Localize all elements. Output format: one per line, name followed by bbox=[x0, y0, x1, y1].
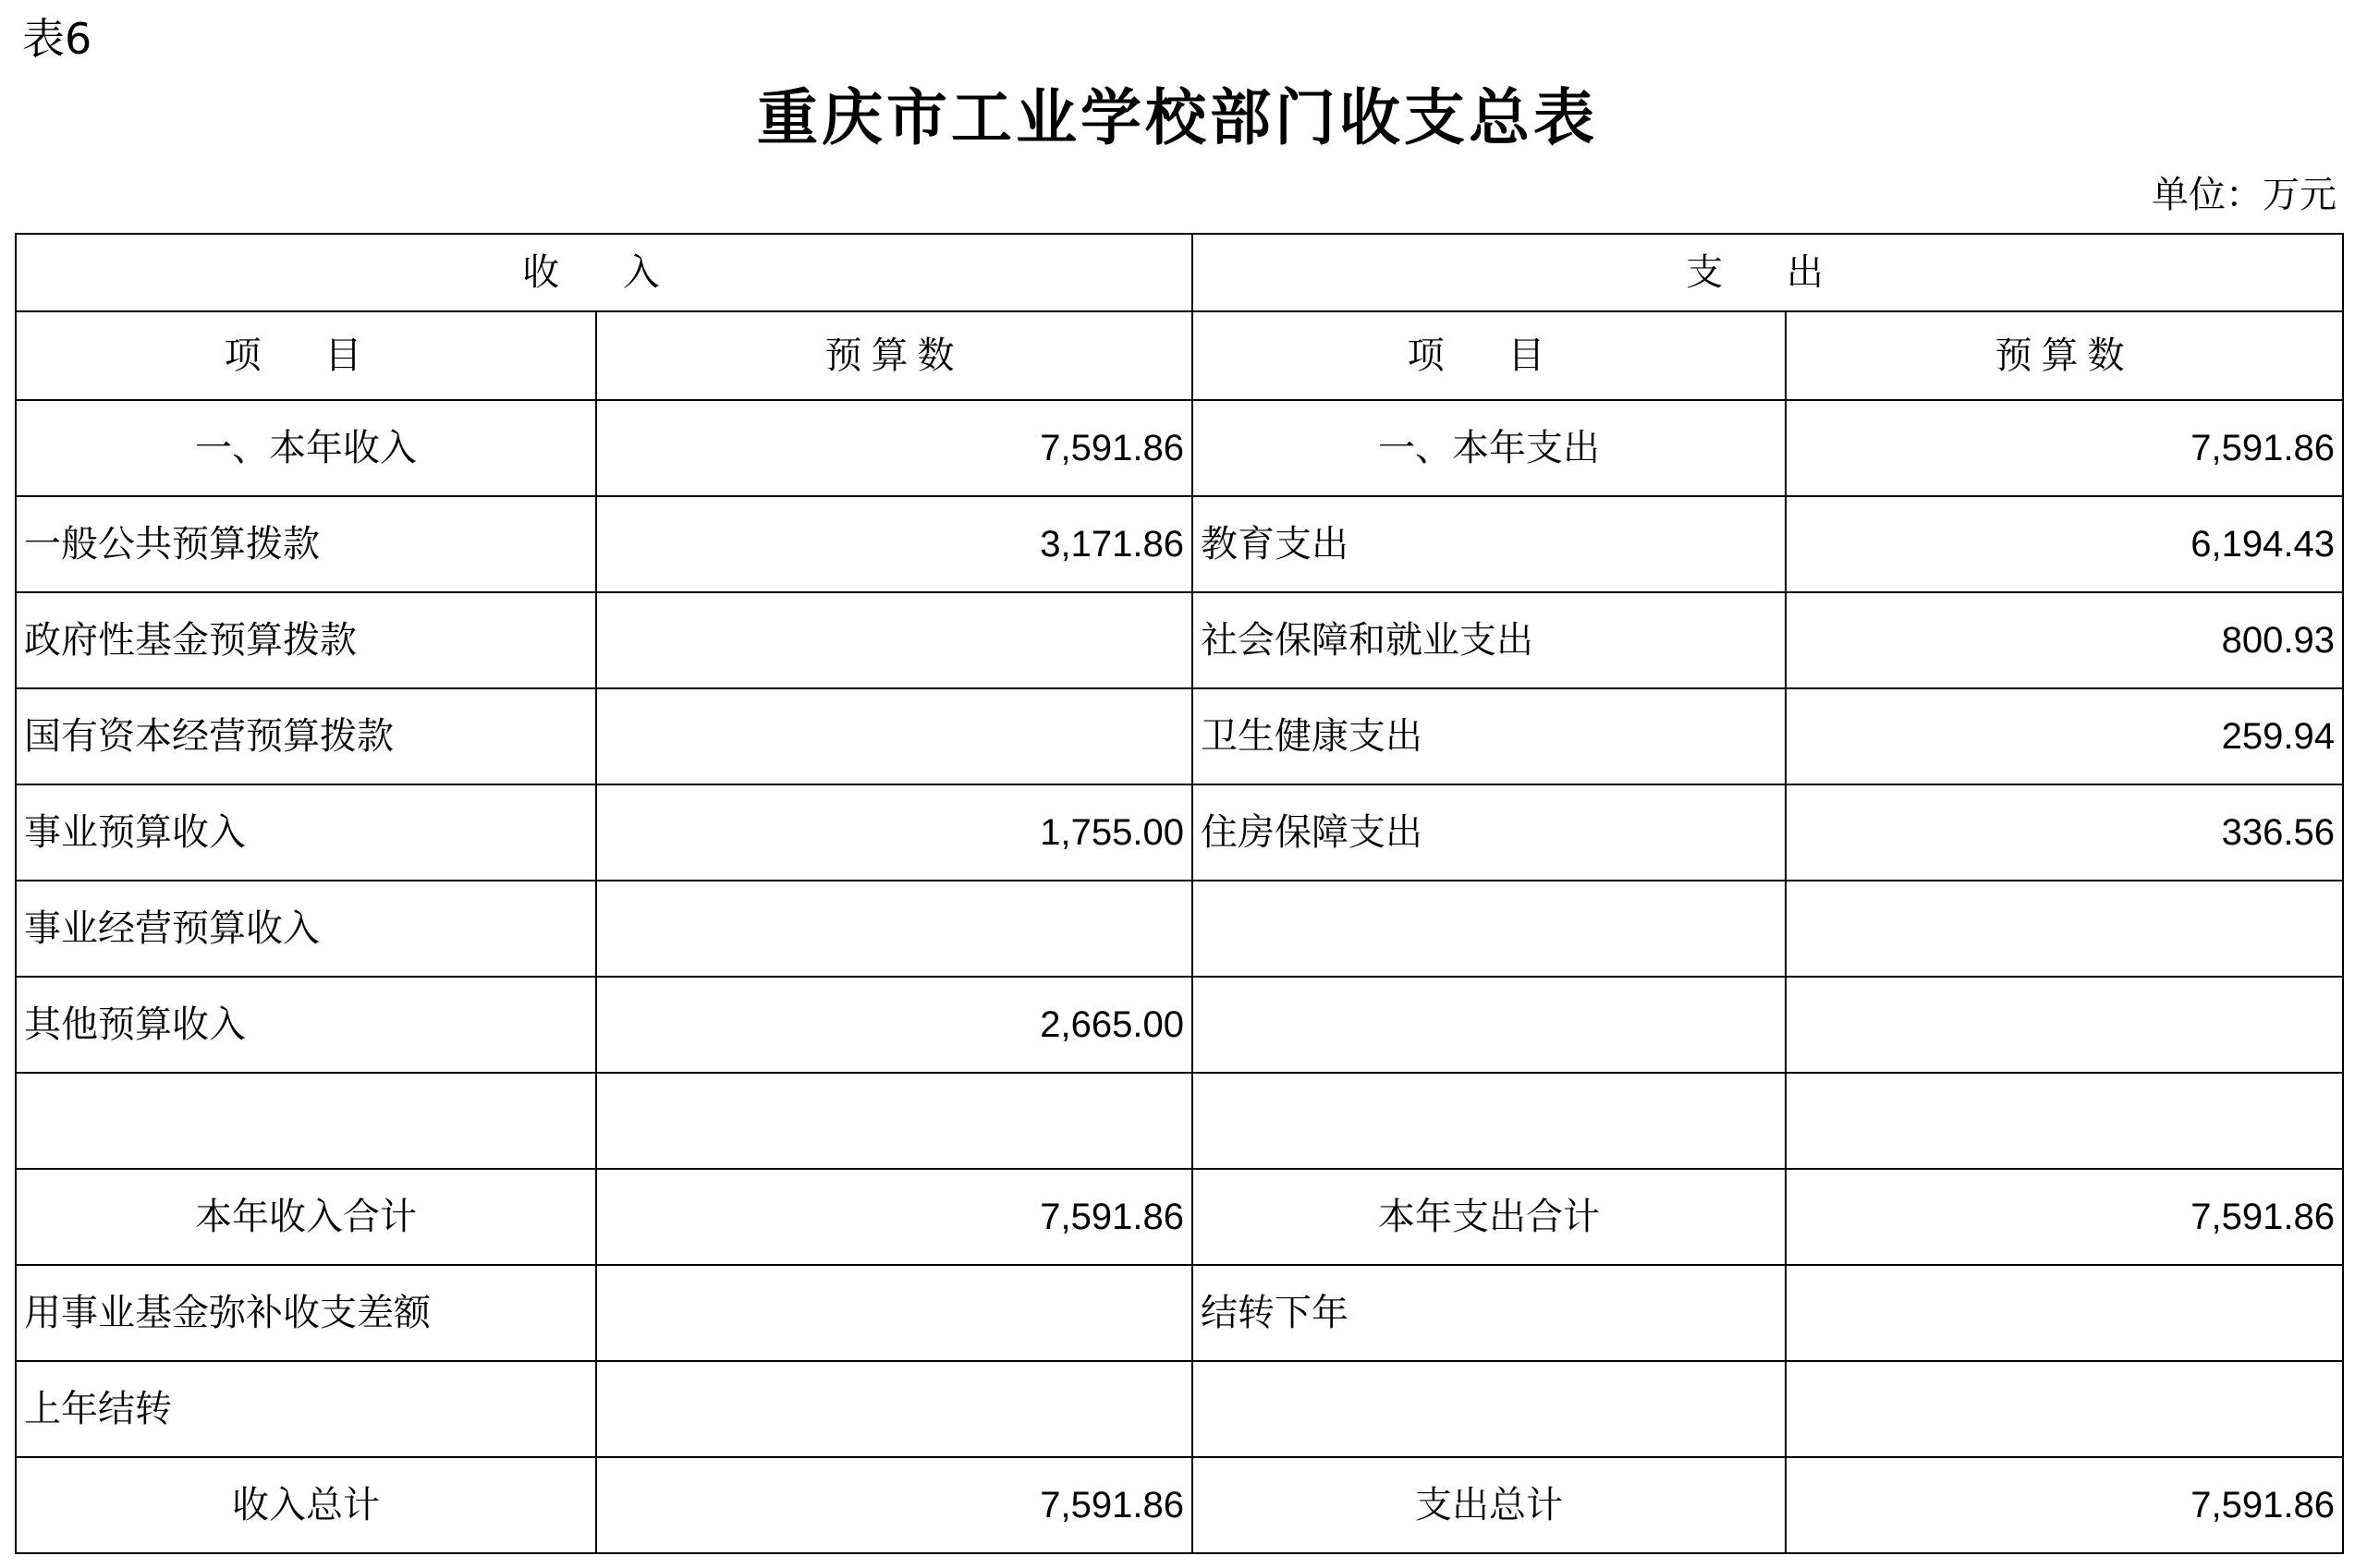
unit-label: 单位：万元 bbox=[2152, 174, 2337, 216]
expense-value-cell: 7,591.86 bbox=[1786, 1169, 2343, 1265]
expense-item-cell bbox=[1192, 1361, 1786, 1457]
income-item-cell: 一、本年收入 bbox=[16, 400, 596, 496]
expense-value-cell bbox=[1786, 1265, 2343, 1361]
table-row bbox=[16, 1169, 2343, 1265]
table-row bbox=[16, 1073, 2343, 1169]
income-value-cell: 2,665.00 bbox=[596, 977, 1192, 1073]
income-item-cell bbox=[16, 1073, 596, 1169]
expense-item-cell bbox=[1192, 1073, 1786, 1169]
income-value-cell bbox=[596, 881, 1192, 977]
expense-item-cell: 结转下年 bbox=[1192, 1265, 1786, 1361]
expense-value-cell bbox=[1786, 1073, 2343, 1169]
income-value-cell bbox=[596, 1073, 1192, 1169]
income-section-header: 收 入 bbox=[16, 234, 1192, 311]
expense-value-cell: 7,591.86 bbox=[1786, 1457, 2343, 1553]
income-value-cell: 7,591.86 bbox=[596, 400, 1192, 496]
expense-item-cell bbox=[1192, 977, 1786, 1073]
expense-item-cell: 住房保障支出 bbox=[1192, 784, 1786, 881]
table-row bbox=[16, 1361, 2343, 1457]
income-item-cell: 上年结转 bbox=[16, 1361, 596, 1457]
income-item-cell: 收入总计 bbox=[16, 1457, 596, 1553]
expense-value-cell bbox=[1786, 977, 2343, 1073]
income-item-cell: 本年收入合计 bbox=[16, 1169, 596, 1265]
column-header-row bbox=[16, 311, 2343, 400]
expense-item-header: 项 目 bbox=[1192, 311, 1786, 400]
expense-item-cell: 教育支出 bbox=[1192, 496, 1786, 592]
expense-item-cell: 卫生健康支出 bbox=[1192, 688, 1786, 784]
income-item-cell: 事业预算收入 bbox=[16, 784, 596, 881]
income-value-cell bbox=[596, 1265, 1192, 1361]
income-item-cell: 用事业基金弥补收支差额 bbox=[16, 1265, 596, 1361]
expense-value-cell: 7,591.86 bbox=[1786, 400, 2343, 496]
expense-item-cell: 支出总计 bbox=[1192, 1457, 1786, 1553]
table-row bbox=[16, 1265, 2343, 1361]
section-header-row bbox=[16, 234, 2343, 311]
budget-summary-table bbox=[15, 233, 2344, 1554]
expense-value-cell: 259.94 bbox=[1786, 688, 2343, 784]
table-row bbox=[16, 977, 2343, 1073]
income-value-cell: 7,591.86 bbox=[596, 1169, 1192, 1265]
expense-value-cell bbox=[1786, 881, 2343, 977]
expense-section-header: 支 出 bbox=[1192, 234, 2343, 311]
income-value-cell bbox=[596, 592, 1192, 688]
expense-value-cell: 800.93 bbox=[1786, 592, 2343, 688]
income-value-cell: 1,755.00 bbox=[596, 784, 1192, 881]
income-item-header: 项 目 bbox=[16, 311, 596, 400]
table-row bbox=[16, 688, 2343, 784]
expense-item-cell: 本年支出合计 bbox=[1192, 1169, 1786, 1265]
table-row bbox=[16, 881, 2343, 977]
income-value-cell bbox=[596, 688, 1192, 784]
income-item-cell: 事业经营预算收入 bbox=[16, 881, 596, 977]
page-title: 重庆市工业学校部门收支总表 bbox=[757, 81, 1598, 153]
expense-value-cell: 6,194.43 bbox=[1786, 496, 2343, 592]
expense-item-cell bbox=[1192, 881, 1786, 977]
table-number-label: 表6 bbox=[22, 14, 92, 64]
expense-item-cell: 社会保障和就业支出 bbox=[1192, 592, 1786, 688]
income-item-cell: 国有资本经营预算拨款 bbox=[16, 688, 596, 784]
table-row bbox=[16, 400, 2343, 496]
income-item-cell: 一般公共预算拨款 bbox=[16, 496, 596, 592]
income-item-cell: 其他预算收入 bbox=[16, 977, 596, 1073]
table-row bbox=[16, 592, 2343, 688]
expense-item-cell: 一、本年支出 bbox=[1192, 400, 1786, 496]
expense-value-cell bbox=[1786, 1361, 2343, 1457]
table-row bbox=[16, 496, 2343, 592]
income-value-cell: 7,591.86 bbox=[596, 1457, 1192, 1553]
table-row bbox=[16, 784, 2343, 881]
income-value-cell: 3,171.86 bbox=[596, 496, 1192, 592]
table-row bbox=[16, 1457, 2343, 1553]
expense-value-cell: 336.56 bbox=[1786, 784, 2343, 881]
income-value-cell bbox=[596, 1361, 1192, 1457]
expense-budget-header: 预算数 bbox=[1786, 311, 2343, 400]
income-budget-header: 预算数 bbox=[596, 311, 1192, 400]
income-item-cell: 政府性基金预算拨款 bbox=[16, 592, 596, 688]
